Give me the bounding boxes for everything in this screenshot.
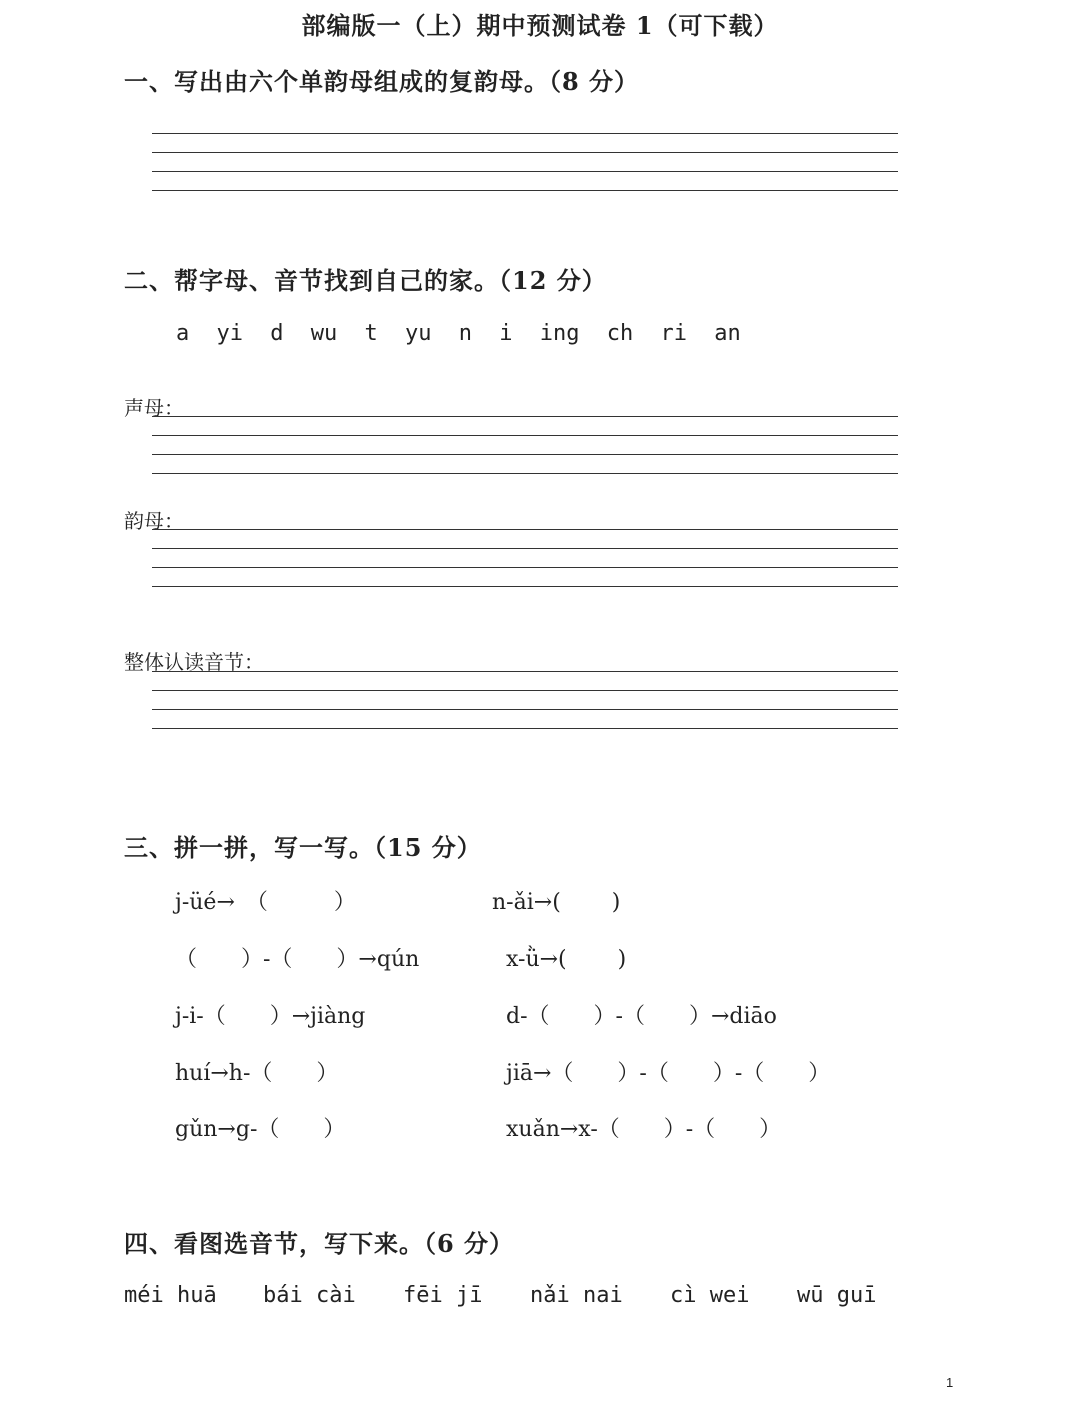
syllable-item: ri (660, 321, 687, 346)
word-choice: wū guī (797, 1283, 877, 1308)
exercise-item: j-üé→ （ ） (175, 890, 356, 915)
syllable-list (176, 321, 741, 346)
answer-line (152, 586, 898, 587)
exercise-item: xuǎn→x-（ ）-（ ） (506, 1117, 782, 1142)
answer-line (152, 690, 898, 691)
exercise-item: n-ǎi→( ) (492, 890, 621, 915)
exercise-item: j-i-（ ）→jiàng (175, 1004, 366, 1029)
answer-line (152, 152, 898, 153)
answer-line (152, 416, 898, 417)
answer-line (152, 171, 898, 172)
exercise-item: jiā→（ ）-（ ）-（ ） (506, 1061, 831, 1086)
finals-label: 韵母： (124, 509, 184, 533)
answer-line (152, 454, 898, 455)
section3-heading: 三、拼一拼，写一写。（15 分） (124, 833, 482, 862)
syllable-item: wu (310, 321, 338, 346)
section4-heading: 四、看图选音节，写下来。（6 分） (124, 1229, 515, 1258)
section1-heading: 一、写出由六个单韵母组成的复韵母。（8 分） (124, 67, 640, 96)
answer-line (152, 435, 898, 436)
exercise-item: d-（ ）-（ ）→diāo (506, 1004, 777, 1029)
answer-line (152, 548, 898, 549)
syllable-item: t (364, 321, 378, 346)
syllable-item: n (458, 321, 472, 346)
syllable-item: ch (606, 321, 634, 346)
syllable-item: a (176, 321, 190, 346)
exercise-item: gǔn→g-（ ） (175, 1117, 346, 1142)
word-choice: nǎi nai (530, 1283, 623, 1308)
answer-line (152, 529, 898, 530)
answer-line (152, 671, 898, 672)
page-number: 1 (946, 1375, 954, 1390)
syllable-item: ing (539, 321, 580, 346)
answer-line (152, 190, 898, 191)
answer-line (152, 728, 898, 729)
word-choice: méi huā (124, 1283, 217, 1308)
page-title: 部编版一（上）期中预测试卷 1（可下载） (301, 11, 779, 40)
syllable-item: yu (405, 321, 432, 346)
syllable-item: i (499, 321, 513, 346)
answer-line (152, 709, 898, 710)
whole-syllable-label: 整体认读音节： (124, 650, 264, 674)
answer-line (152, 133, 898, 134)
section2-heading: 二、帮字母、音节找到自己的家。（12 分） (124, 266, 607, 295)
exercise-item: （ ）-（ ）→qún (175, 947, 420, 972)
syllable-item: d (270, 321, 284, 346)
initials-label: 声母： (124, 396, 184, 420)
answer-line (152, 473, 898, 474)
syllable-item: an (714, 321, 741, 346)
word-choice: cì wei (670, 1283, 750, 1308)
answer-line (152, 567, 898, 568)
exercise-item: huí→h-（ ） (175, 1061, 339, 1086)
syllable-item: yi (216, 321, 243, 346)
exercise-item: x-ǜ→( ) (506, 947, 627, 972)
word-choice: fēi jī (403, 1283, 483, 1308)
word-choice: bái cài (263, 1283, 356, 1308)
